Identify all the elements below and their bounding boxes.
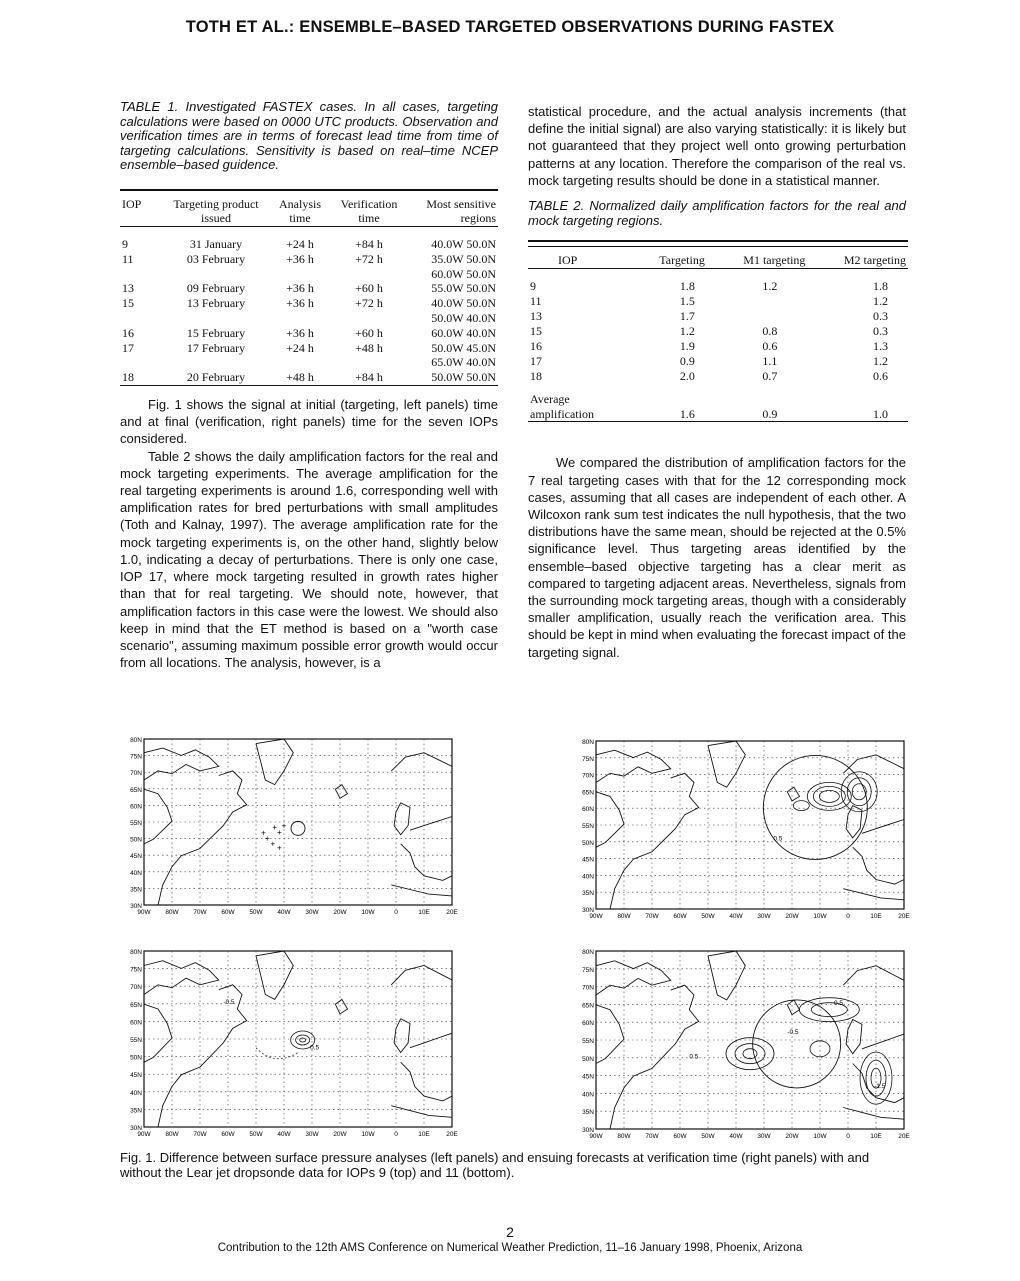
dropsonde-mark: + <box>261 828 266 838</box>
lat-label: 60N <box>130 1019 142 1027</box>
lon-label: 10W <box>813 1133 827 1140</box>
contour <box>735 1044 765 1064</box>
dropsonde-mark: + <box>264 834 270 844</box>
lon-label: 20W <box>333 1131 347 1138</box>
lat-label: 70N <box>582 772 594 780</box>
coastline <box>410 1033 452 1048</box>
coastline <box>843 966 904 986</box>
left-paragraph-1: Fig. 1 shows the signal at initial (targeting, left panels) time and at final (verification, right panels) time for the seven IOPs considered. <box>120 397 498 447</box>
dropsonde-mark: + <box>270 839 276 849</box>
table2-row: 16 1.9 0.6 1.3 <box>530 338 888 353</box>
contour <box>819 790 839 802</box>
table1-row: 18 20 February +48 h +84 h 50.0W 50.0N <box>122 370 496 385</box>
lon-label: 60W <box>673 913 687 920</box>
lat-label: 40N <box>582 873 594 881</box>
lon-label: 80W <box>617 913 631 920</box>
lat-label: 45N <box>130 1072 142 1080</box>
lon-label: 10E <box>418 1131 430 1138</box>
table1-row: 50.0W 40.0N <box>431 311 496 326</box>
lat-label: 55N <box>582 1038 594 1045</box>
left-paragraph-2: Table 2 shows the daily amplification factors for the real and mock targeting experiments. The average amplification for the real targeting experiments is around 1.6, corresponding well with amplification rates for bred perturbations with small amplitudes (Toth and Kalnay, 1997). The average amplification rate for the mock targeting experiments is, on the other hand, slightly below 1.0, indicating a decay of perturbations. There is only one case, IOP 17, where mock targeting resulted in growth rates higher than that for real targeting. We should note, however, that amplification factors in this case were the lowest. We should also keep in mind that the ET method is based on a "worth case scenario", assuming maximum possible error growth would occur from all locations. The analysis, however, is a <box>120 448 498 671</box>
lat-label: 65N <box>582 1002 594 1010</box>
lon-label: 0 <box>846 913 850 920</box>
coastline <box>843 889 904 900</box>
contour <box>296 1035 310 1045</box>
table2-average-row: Average <box>530 391 570 406</box>
lat-label: 35N <box>130 1107 142 1115</box>
contour-label: -0.5 <box>787 1029 799 1037</box>
coastline <box>391 753 452 771</box>
contour-label: -0.5 <box>223 999 235 1007</box>
lon-label: 50W <box>249 1131 263 1138</box>
footer-text: Contribution to the 12th AMS Conference on Numerical Weather Prediction, 11–16 January 1998, Phoenix, Arizona <box>217 1242 803 1254</box>
table1-row: 60.0W 50.0N <box>431 266 496 281</box>
lat-label: 45N <box>582 1073 594 1081</box>
coastline <box>853 847 904 884</box>
lon-label: 70W <box>645 913 659 920</box>
coastline <box>394 803 410 835</box>
contour <box>852 784 866 800</box>
lat-label: 60N <box>582 1020 594 1028</box>
dropsonde-mark: + <box>281 821 287 831</box>
table1-row: 11 03 February +36 h +72 h 35.0W 50.0N <box>122 251 496 266</box>
dropsonde-mark: + <box>276 843 282 853</box>
contour-label: 0.5 <box>834 999 844 1007</box>
lon-label: 60W <box>673 1133 687 1140</box>
left-column <box>120 100 498 671</box>
lon-label: 90W <box>589 1133 603 1140</box>
contour-label: 0.5 <box>310 1044 320 1052</box>
lat-label: 50N <box>130 1054 142 1062</box>
lat-label: 75N <box>582 966 594 974</box>
lat-label: 75N <box>582 755 594 763</box>
lon-label: 50W <box>701 913 715 920</box>
lat-label: 80N <box>582 949 594 956</box>
lon-label: 20E <box>446 1131 458 1138</box>
contour <box>256 1048 298 1059</box>
coastline <box>610 773 699 909</box>
map-bottom-right <box>570 945 912 1147</box>
contour <box>813 786 845 806</box>
coastline <box>394 1019 410 1053</box>
map-top-right <box>570 735 912 927</box>
coastline <box>846 806 862 838</box>
lat-label: 40N <box>582 1091 594 1099</box>
coastline <box>256 951 293 999</box>
coastline <box>144 1004 172 1062</box>
coastline <box>335 999 347 1014</box>
lat-label: 45N <box>582 856 594 864</box>
coastline <box>144 961 219 995</box>
map-svg <box>118 733 460 923</box>
lon-label: 50W <box>249 909 263 916</box>
table1-row: 17 17 February +24 h +48 h 50.0W 45.0N <box>122 340 496 355</box>
lat-label: 65N <box>582 789 594 797</box>
lon-label: 10W <box>813 913 827 920</box>
right-paragraph-3: We compared the distribution of amplification factors for the 7 real targeting cases with that for the 12 corresponding mock cases, assuming that all cases are independent of each other. A Wilcoxon rank sum test indicates the null hypothesis, that the two distributions have the same mean, should be rejected at the 0.5% significance level. Thus targeting areas identified by the ensemble–based objective targeting has a clear merit as compared to targeting adjacent areas. Nevertheless, signals from the surrounding mock targeting areas, though with a considerably smaller amplification, usually reach the verification area. This should be kept in mind when evaluating the forecast impact of the targeting signal. <box>528 455 906 660</box>
coastline <box>787 1000 799 1015</box>
coastline <box>596 961 671 995</box>
table2: IOP Targeting M1 targeting M2 targeting 9 1.8 1.2 1.8 11 1.5 1.2 13 1.7 0.3 15 1.2 0.8 0.3 16 1.9 0.6 1.3 17 0.9 1.1 1.2 18 2.0 0.7 0.6 Average amplification 1.6 0.9 1.0 <box>528 240 908 424</box>
dropsonde-mark: + <box>272 823 278 833</box>
coastline <box>843 1108 904 1120</box>
lat-label: 40N <box>130 1089 142 1097</box>
lon-label: 40W <box>277 1131 291 1138</box>
lon-label: 10E <box>870 1133 882 1140</box>
coastline <box>335 785 347 799</box>
lon-label: 10E <box>418 909 430 916</box>
lon-label: 70W <box>645 1133 659 1140</box>
contour <box>793 801 809 811</box>
lat-label: 40N <box>130 869 142 877</box>
table1-row: 15 13 February +36 h +72 h 40.0W 50.0N <box>122 296 496 311</box>
table1-row: 9 31 January +24 h +84 h 40.0W 50.0N <box>122 237 496 252</box>
lat-label: 45N <box>130 853 142 861</box>
coastline <box>401 1062 452 1101</box>
map-svg <box>118 945 460 1145</box>
coastline <box>596 750 671 782</box>
lon-label: 10W <box>361 1131 375 1138</box>
lat-label: 80N <box>130 737 142 744</box>
table1-row: 65.0W 40.0N <box>431 355 496 370</box>
coastline <box>862 820 904 834</box>
table2-row: 13 1.7 0.3 <box>530 308 888 323</box>
lon-label: 0 <box>394 1131 398 1138</box>
contour <box>799 998 859 1022</box>
lat-label: 70N <box>130 984 142 992</box>
lon-label: 60W <box>221 1131 235 1138</box>
lon-label: 20W <box>333 909 347 916</box>
table2-row: 18 2.0 0.7 0.6 <box>530 368 888 383</box>
coastline <box>391 885 452 896</box>
table2-row: 17 0.9 1.1 1.2 <box>530 353 888 368</box>
contour <box>810 1041 830 1057</box>
contour <box>743 1049 757 1059</box>
page-header: TOTH ET AL.: ENSEMBLE–BASED TARGETED OBSERVATIONS DURING FASTEX <box>185 18 835 36</box>
lat-label: 80N <box>582 739 594 746</box>
map-top-left <box>118 733 460 923</box>
coastline <box>144 789 172 844</box>
lon-label: 0 <box>846 1133 850 1140</box>
lon-label: 90W <box>137 1131 151 1138</box>
table1-header: IOP Targeting product issued Analysis time Verification time Most sensitive regions <box>122 196 496 226</box>
contour <box>847 778 871 806</box>
dropsonde-mark: + <box>276 827 282 837</box>
coastline <box>708 741 745 787</box>
table1-row: 13 09 February +36 h +60 h 55.0W 50.0N <box>122 281 496 296</box>
lon-label: 30W <box>305 909 319 916</box>
contour <box>726 1038 774 1070</box>
lon-label: 20E <box>898 1133 910 1140</box>
coastline <box>144 748 219 780</box>
lat-label: 50N <box>130 836 142 844</box>
lon-label: 20W <box>785 913 799 920</box>
lon-label: 40W <box>277 909 291 916</box>
coastline <box>596 792 624 847</box>
right-column <box>528 103 906 661</box>
lon-label: 40W <box>729 913 743 920</box>
contour <box>300 1038 306 1042</box>
table2-caption: TABLE 2. Normalized daily amplification factors for the real and mock targeting regions. <box>528 198 906 228</box>
lat-label: 70N <box>582 984 594 992</box>
coastline <box>708 951 745 1000</box>
table1-caption: TABLE 1. Investigated FASTEX cases. In all cases, targeting calculations were based on 0000 UTC products. Observation and verification times are in terms of forecast lead time from time of targeting calculations. Sensitivity is based on real–time NCEP ensemble–based guidence. <box>120 99 498 172</box>
lon-label: 70W <box>193 1131 207 1138</box>
lat-label: 30N <box>130 903 142 910</box>
lon-label: 80W <box>617 1133 631 1140</box>
coastline <box>610 985 699 1129</box>
page-number: 2 <box>506 1224 514 1240</box>
lon-label: 90W <box>589 913 603 920</box>
coastline <box>391 1106 452 1118</box>
lat-label: 65N <box>130 786 142 794</box>
lat-label: 35N <box>582 1109 594 1117</box>
map-bottom-left <box>118 945 460 1145</box>
lon-label: 20W <box>785 1133 799 1140</box>
contour-label: 0.5 <box>773 835 783 843</box>
lat-label: 50N <box>582 839 594 847</box>
coastline <box>787 787 799 801</box>
lat-label: 75N <box>130 966 142 974</box>
lon-label: 20E <box>446 909 458 916</box>
lat-label: 55N <box>130 1037 142 1044</box>
lat-label: 60N <box>130 803 142 811</box>
lat-label: 30N <box>582 907 594 914</box>
contour-label: 0.5 <box>689 1053 699 1061</box>
lon-label: 60W <box>221 909 235 916</box>
lat-label: 50N <box>582 1055 594 1063</box>
lat-label: 65N <box>130 1001 142 1009</box>
lat-label: 35N <box>130 886 142 894</box>
lat-label: 70N <box>130 770 142 778</box>
table2-row: 9 1.8 1.2 1.8 <box>530 278 888 293</box>
table2-header: IOP Targeting M1 targeting M2 targeting <box>558 253 906 268</box>
map-svg <box>570 945 912 1147</box>
lon-label: 30W <box>757 1133 771 1140</box>
coastline <box>256 739 293 785</box>
coastline <box>862 1034 904 1049</box>
lon-label: 80W <box>165 909 179 916</box>
coastline <box>158 771 247 905</box>
coastline <box>391 966 452 985</box>
coastline <box>846 1020 862 1054</box>
lon-label: 90W <box>137 909 151 916</box>
figure-caption: Fig. 1. Difference between surface pressure analyses (left panels) and ensuing forecasts at verification time (right panels) with and without the Lear jet dropsonde data for IOPs 9 (top) and 11 (bottom). <box>120 1150 870 1180</box>
lon-label: 70W <box>193 909 207 916</box>
lat-label: 30N <box>130 1125 142 1132</box>
map-svg <box>570 735 912 927</box>
lat-label: 35N <box>582 890 594 898</box>
contour <box>291 821 305 835</box>
lat-label: 55N <box>582 823 594 830</box>
table1-row: 16 15 February +36 h +60 h 60.0W 40.0N <box>122 325 496 340</box>
contour-label: -1.5 <box>874 1082 886 1090</box>
table2-row: 11 1.5 1.2 <box>530 293 888 308</box>
lon-label: 80W <box>165 1131 179 1138</box>
lon-label: 50W <box>701 1133 715 1140</box>
lon-label: 10W <box>361 909 375 916</box>
table2-row: 15 1.2 0.8 0.3 <box>530 323 888 338</box>
right-paragraph-0: statistical procedure, and the actual analysis increments (that define the initial signal) are also varying statistically: it is likely but not guaranteed that they project well onto growing perturbation patterns at any location. Therefore the comparison of the real vs. mock targeting results should be done in a statistical manner. <box>528 104 906 188</box>
lon-label: 20E <box>898 913 910 920</box>
lat-label: 55N <box>130 820 142 827</box>
lon-label: 10E <box>870 913 882 920</box>
lon-label: 0 <box>394 909 398 916</box>
coastline <box>410 817 452 831</box>
lat-label: 60N <box>582 806 594 814</box>
lon-label: 30W <box>757 913 771 920</box>
table1 <box>120 189 498 389</box>
coastline <box>596 1005 624 1064</box>
lat-label: 80N <box>130 949 142 956</box>
lon-label: 30W <box>305 1131 319 1138</box>
lat-label: 30N <box>582 1127 594 1134</box>
coastline <box>401 844 452 881</box>
lon-label: 40W <box>729 1133 743 1140</box>
lat-label: 75N <box>130 753 142 761</box>
